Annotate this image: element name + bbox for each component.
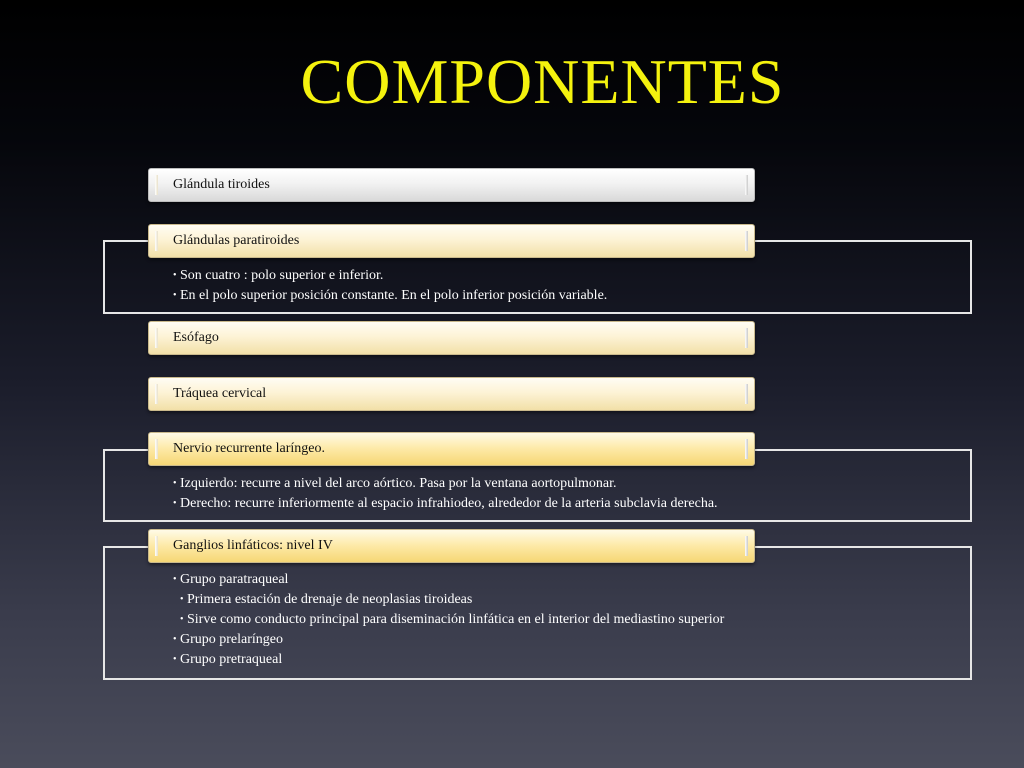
bar-label: Esófago xyxy=(173,330,219,345)
bar-glandulas-paratiroides xyxy=(148,224,755,258)
bullet-icon: • xyxy=(173,634,177,645)
bar-label: Tráquea cervical xyxy=(173,386,267,401)
slide-title: COMPONENTES xyxy=(300,46,785,117)
bar-ganglios-linfaticos xyxy=(148,529,755,563)
detail-box-ganglios xyxy=(103,546,972,680)
bullet-item: • Grupo paratraqueal xyxy=(173,570,724,590)
bullet-icon: • xyxy=(173,498,177,509)
bullet-icon: • xyxy=(173,478,177,489)
bullet-icon: • xyxy=(173,270,177,281)
bar-traquea-cervical xyxy=(148,377,755,411)
bar-label: Nervio recurrente laríngeo. xyxy=(173,441,325,456)
bar-esofago xyxy=(148,321,755,355)
bullet-item: • En el polo superior posición constante. En el polo inferior posición variable. xyxy=(173,286,607,306)
bullet-item: • Izquierdo: recurre a nivel del arco aórtico. Pasa por la ventana aortopulmonar. xyxy=(173,474,718,494)
bar-glandula-tiroides xyxy=(148,168,755,202)
bar-label: Glándula tiroides xyxy=(173,177,270,192)
bullet-subitem: • Primera estación de drenaje de neoplasias tiroideas xyxy=(173,590,724,610)
bullet-icon: • xyxy=(180,614,184,625)
bar-label: Glándulas paratiroides xyxy=(173,233,300,248)
bullet-item: • Grupo prelaríngeo xyxy=(173,630,724,650)
bullet-item: • Son cuatro : polo superior e inferior. xyxy=(173,266,607,286)
bullet-item: • Grupo pretraqueal xyxy=(173,650,724,670)
bullet-icon: • xyxy=(180,594,184,605)
bullet-icon: • xyxy=(173,574,177,585)
bar-label: Ganglios linfáticos: nivel IV xyxy=(173,538,333,553)
bullet-subitem: • Sirve como conducto principal para diseminación linfática en el interior del mediastino superior xyxy=(173,610,724,630)
bar-nervio-recurrente xyxy=(148,432,755,466)
bullet-icon: • xyxy=(173,654,177,665)
bullet-icon: • xyxy=(173,290,177,301)
bullet-item: • Derecho: recurre inferiormente al espacio infrahiodeo, alrededor de la arteria subclavia derecha. xyxy=(173,494,718,514)
